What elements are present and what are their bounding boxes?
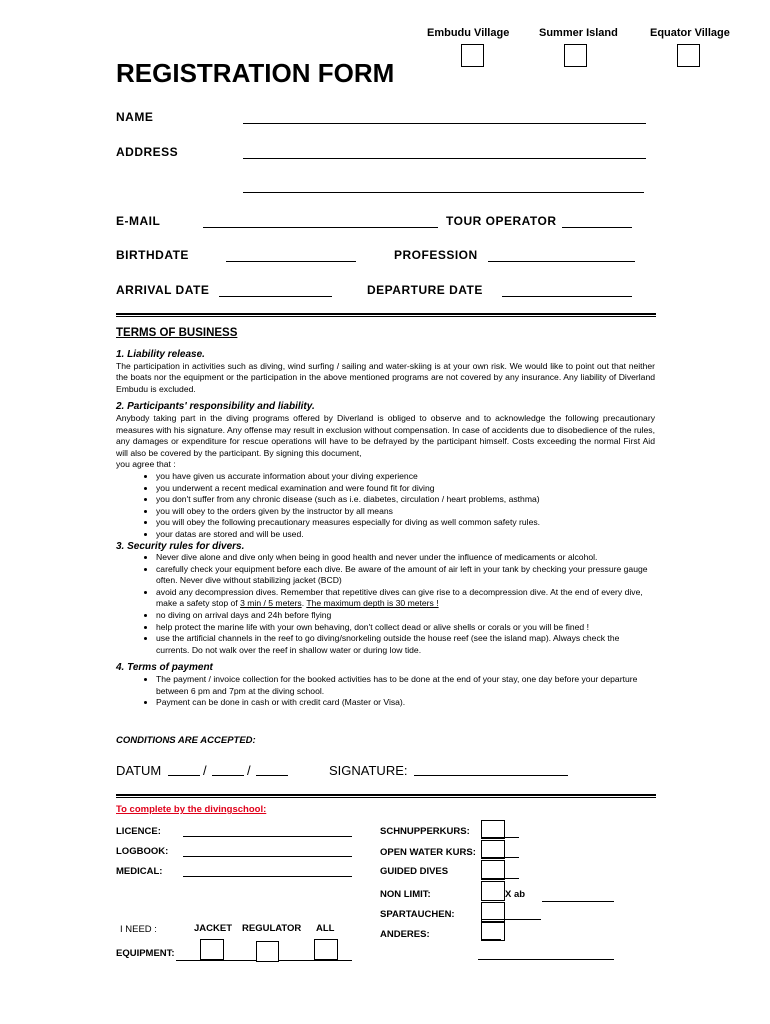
departure-date-label: DEPARTURE DATE	[367, 283, 483, 297]
non-limit-date-field[interactable]	[542, 889, 614, 902]
form-title: REGISTRATION FORM	[116, 58, 395, 88]
location-equator-label: Equator Village	[650, 27, 730, 39]
list-item: • carefully check your equipment before each dive. Be aware of the amount of air left in your tank by checking your pressure gauge often. Never dive without stabilizing jacket (BCD)	[156, 564, 655, 587]
address-field-1[interactable]	[243, 145, 646, 159]
list-item: • use the artificial channels in the reef to go diving/snorkeling outside the house reef (see the island map). Always check the currents. Do not walk over the reef in shallow water or during low tide.	[156, 633, 655, 656]
list-item: • The payment / invoice collection for the booked activities has to be done at the end of your stay, one day before your departure between 6 pm and 7pm at the diving school.	[156, 674, 655, 697]
summer-island-checkbox[interactable]	[564, 44, 587, 67]
list-item: • help protect the marine life with your own behaving, don't collect dead or alive shells or corals or you will be fined !	[156, 622, 655, 634]
non-limit-label: NON LIMIT:	[380, 889, 431, 900]
datum-label: DATUM	[116, 763, 162, 778]
agree-list	[116, 471, 655, 541]
location-embudu-label: Embudu Village	[427, 27, 510, 39]
divider-top	[116, 313, 656, 317]
responsibility-text: Anybody taking part in the diving programs offered by Diverland is obliged to observe and to acknowledge the following precautionary measures with his signature. Any offense may result in exclusion without compensation. In case of accidents due to disobedience of the rules, any damages or expenditure for rescue operations will have to be defrayed by the participant himself. Costs exceeding the normal First Aid will also be covered by the participant. By signing this document,	[116, 412, 655, 458]
anderes-label: ANDERES:	[380, 929, 430, 940]
jacket-label: JACKET	[194, 923, 233, 934]
signature-label: SIGNATURE:	[329, 763, 408, 778]
list-item: • Never dive alone and dive only when being in good health and never under the influence of medicaments or alcohol.	[156, 552, 655, 564]
birthdate-field[interactable]	[226, 248, 356, 262]
conditions-accepted: CONDITIONS ARE ACCEPTED:	[116, 735, 256, 746]
schnupperkurs-line	[481, 825, 519, 838]
list-item: • Payment can be done in cash or with credit card (Master or Visa).	[156, 697, 655, 709]
birthdate-label: BIRTHDATE	[116, 248, 189, 262]
address-label: ADDRESS	[116, 145, 179, 159]
school-heading: To complete by the divingschool:	[116, 804, 267, 815]
liability-title: 1. Liability release.	[116, 349, 205, 360]
arrival-date-label: ARRIVAL DATE	[116, 283, 210, 297]
equipment-label: EQUIPMENT:	[116, 948, 175, 959]
profession-label: PROFESSION	[394, 248, 478, 262]
guided-dives-line	[481, 866, 519, 879]
list-item: • you don't suffer from any chronic disease (such as i.e. diabetes, circulation / heart problems, asthma)	[156, 494, 655, 506]
divider-bottom	[116, 794, 656, 798]
decompression-text: avoid any decompression dives. Remember that repetitive dives can give rise to a decompression dive. At the end of every dive, make a safety stop of	[156, 586, 643, 609]
security-list	[116, 552, 655, 656]
non-limit-checkbox[interactable]	[481, 881, 505, 901]
location-summer-label: Summer Island	[539, 27, 618, 39]
guided-dives-label: GUIDED DIVES	[380, 866, 449, 877]
tour-operator-field[interactable]	[562, 214, 632, 228]
medical-field[interactable]	[183, 866, 352, 877]
list-item: • your datas are stored and will be used.	[156, 529, 655, 541]
spartauchen-label: SPARTAUCHEN:	[380, 909, 455, 920]
schnupperkurs-label: SCHNUPPERKURS:	[380, 826, 470, 837]
list-item: • you will obey to the orders given by the instructor by all means	[156, 506, 655, 518]
terms-section	[116, 326, 655, 709]
anderes-field[interactable]	[478, 947, 614, 960]
logbook-label: LOGBOOK:	[116, 846, 169, 857]
spartauchen-line	[481, 907, 541, 920]
profession-field[interactable]	[488, 248, 635, 262]
list-item: • you underwent a recent medical examination and were found fit for diving	[156, 483, 655, 495]
anderes-line	[481, 927, 501, 940]
licence-field[interactable]	[183, 826, 352, 837]
responsibility-title: 2. Participants' responsibility and liability.	[116, 401, 315, 413]
x-ab-label: X ab	[505, 889, 526, 900]
datum-month-field[interactable]	[212, 765, 244, 776]
email-field[interactable]	[203, 214, 438, 228]
liability-text: The participation in activities such as diving, wind surfing / sailing and water-skiing is at your own risk. We would like to point out that neither the boats nor the equipment or the participation in the above mentioned programs are not covered by any insurance. Any liability of Diverland Embudu is excluded.	[116, 360, 655, 394]
open-water-label: OPEN WATER KURS:	[380, 847, 476, 858]
payment-list	[116, 674, 655, 709]
date-slash-1: /	[203, 763, 207, 778]
list-item: • you will obey the following precautionary measures especially for diving as well common safety rules.	[156, 517, 655, 529]
date-slash-2: /	[247, 763, 251, 778]
arrival-date-field[interactable]	[219, 283, 332, 297]
i-need-label: I NEED :	[120, 924, 157, 935]
security-title: 3. Security rules for divers.	[116, 540, 245, 552]
regulator-checkbox[interactable]	[256, 941, 279, 962]
name-field[interactable]	[243, 110, 646, 124]
licence-label: LICENCE:	[116, 826, 161, 837]
name-label: NAME	[116, 110, 154, 124]
regulator-label: REGULATOR	[242, 923, 302, 934]
embudu-checkbox[interactable]	[461, 44, 484, 67]
signature-field[interactable]	[414, 765, 568, 776]
email-label: E-MAIL	[116, 214, 161, 228]
agree-text: you agree that :	[116, 459, 176, 470]
max-depth: The maximum depth is 30 meters !	[306, 598, 439, 609]
list-item: • avoid any decompression dives. Remember that repetitive dives can give rise to a decompression dive. At the end of every dive, make a safety stop of 3 min / 5 meters. The maximum depth is 30 meters !	[156, 587, 655, 610]
tour-operator-label: TOUR OPERATOR	[446, 214, 557, 228]
list-item: • no diving on arrival days and 24h before flying	[156, 610, 655, 622]
payment-title: 4. Terms of payment	[116, 662, 213, 674]
logbook-field[interactable]	[183, 846, 352, 857]
address-field-2[interactable]	[243, 179, 644, 193]
equator-checkbox[interactable]	[677, 44, 700, 67]
safety-stop: 3 min / 5 meters	[240, 598, 302, 609]
all-label: ALL	[316, 923, 335, 934]
datum-year-field[interactable]	[256, 765, 288, 776]
open-water-line	[481, 845, 519, 858]
terms-heading: TERMS OF BUSINESS	[116, 327, 238, 339]
all-checkbox[interactable]	[314, 939, 338, 960]
departure-date-field[interactable]	[502, 283, 632, 297]
list-item: • you have given us accurate information about your diving experience	[156, 471, 655, 483]
datum-day-field[interactable]	[168, 765, 200, 776]
medical-label: MEDICAL:	[116, 866, 163, 877]
jacket-checkbox[interactable]	[200, 939, 224, 960]
